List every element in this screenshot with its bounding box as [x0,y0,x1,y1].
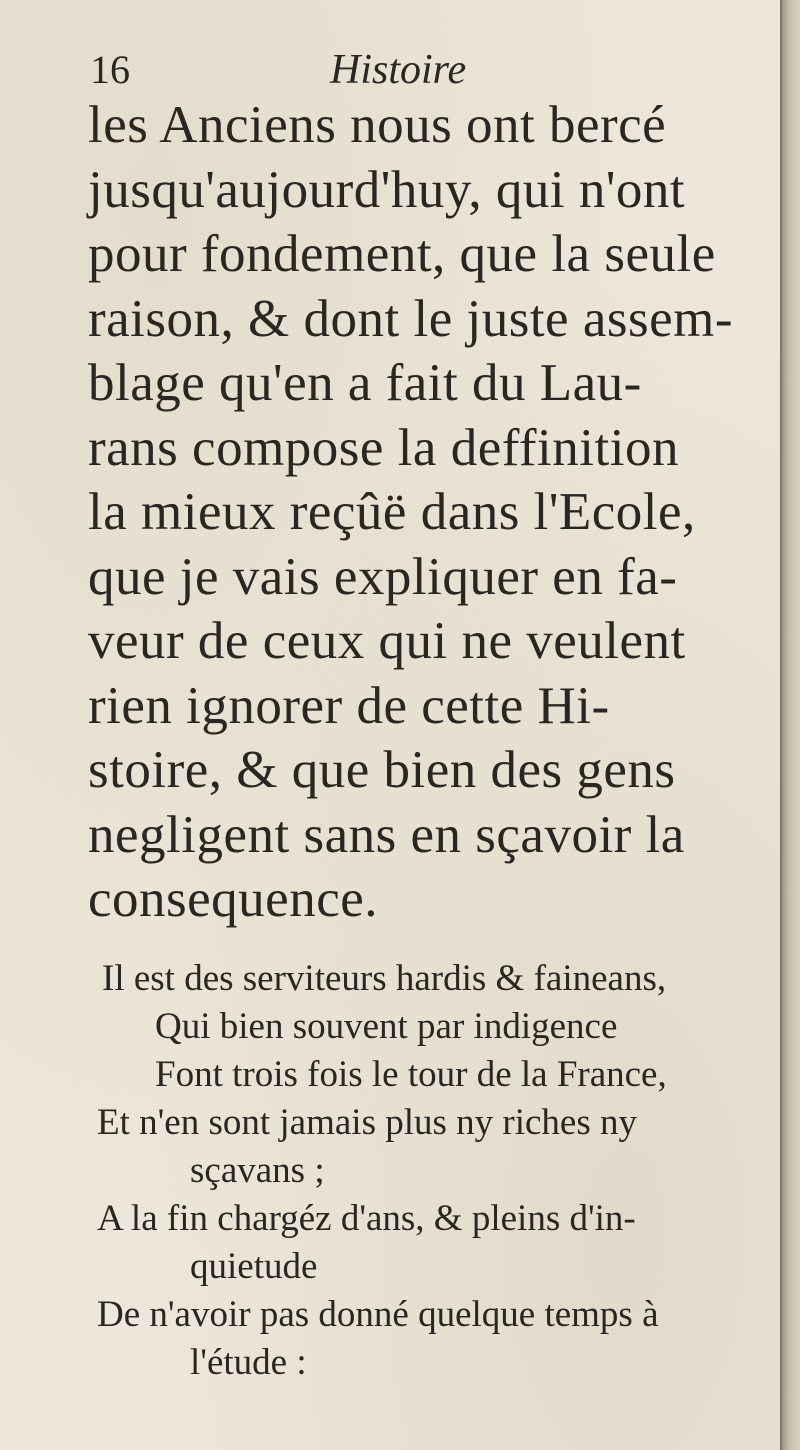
verse-line: Il est des serviteurs hardis & faineans, [102,958,667,999]
page-header [90,40,650,100]
verse-line: De n'avoir pas donné quelque temps à [97,1294,659,1335]
verse-block [0,955,780,1387]
text-line: raison, & dont le juste assem- [88,289,733,348]
running-title: Histoire [330,47,467,93]
text-line: consequence. [88,870,378,928]
text-line: rien ignorer de cette Hi- [88,676,610,735]
text-line: stoire, & que bien des gens [88,741,676,799]
text-line: les Anciens nous ont bercé [88,96,667,154]
text-line: la mieux reçûë dans l'Ecole, [88,483,696,541]
verse-line: l'étude : [190,1342,307,1383]
text-line: pour fondement, que la seule [88,225,716,283]
verse-line: Et n'en sont jamais plus ny riches ny [97,1102,638,1143]
text-line: negligent sans en sçavoir la [88,805,685,864]
verse-line: A la fin chargéz d'ans, & pleins d'in- [97,1198,636,1239]
text-line: blage qu'en a fait du Lau- [88,354,642,412]
verse-line: sçavans ; [190,1150,325,1191]
page-edge [780,0,800,1450]
page-number: 16 [90,47,130,92]
prose-paragraph [88,93,768,932]
text-line: veur de ceux qui ne veulent [88,612,686,670]
text-line: rans compose la deffinition [88,418,679,477]
text-line: que je vais expliquer en fa- [88,547,678,606]
verse-line: quietude [190,1246,318,1287]
verse-line: Qui bien souvent par indigence [155,1006,618,1047]
text-line: jusqu'aujourd'huy, qui n'ont [88,160,686,219]
verse-line: Font trois fois le tour de la France, [155,1054,667,1095]
